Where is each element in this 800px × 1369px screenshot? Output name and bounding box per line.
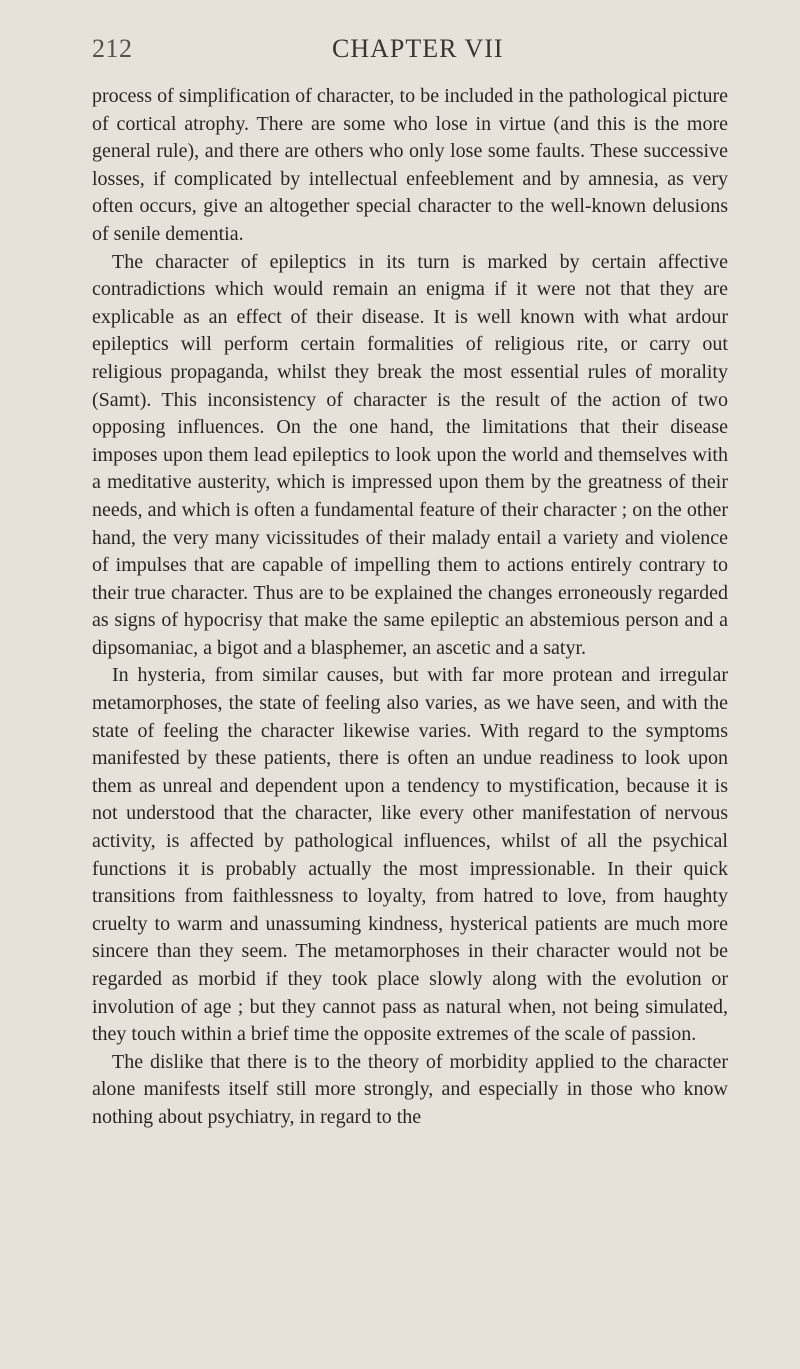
paragraph-dislike: The dislike that there is to the theory of morbidity applied to the character alone manifests itself still more strongly, and especially in those who know nothing about psychiatry, in regard to the bbox=[92, 1050, 728, 1128]
paragraph-hysteria: In hysteria, from similar causes, but with far more protean and irregular metamorphoses, the state of feeling also varies, as we have seen, and with the state of feeling the character likewise varies. With regard to the symptoms manifested by these patients, there is often an undue readiness to look upon them as unreal and dependent upon a tendency to mystification, because it is not understood that the character, like every other manifestation of nervous activity, is affected by pathological influences, whilst of all the psychical functions it is probably actually the most impressionable. In their quick transitions from faithlessness to loyalty, from hatred to love, from haughty cruelty to warm and unassuming kindness, hysterical patients are much more sincere than they seem. The metamorphoses in their character would not be regarded as morbid if they took place slowly along with the evolution or involution of age ; but they cannot pass as natural when, not being simulated, they touch within a brief time the opposite extremes of the scale of passion. bbox=[92, 664, 728, 1046]
paragraph-continued: process of simplification of character, to be included in the pathological picture of cortical atrophy. There are some who lose in virtue (and this is the more general rule), and there are others who only lose some faults. These successive losses, if complicated by intellectual enfeeblement and by amnesia, as very often occurs, give an altogether special character to the well-known delusions of senile dementia. bbox=[92, 85, 728, 245]
body-text bbox=[92, 83, 728, 1132]
page-header bbox=[92, 34, 732, 74]
running-head: CHAPTER VII bbox=[332, 34, 504, 63]
paragraph-epileptics: The character of epileptics in its turn is marked by certain affective contradictions which would remain an enigma if it were not that they are explicable as an effect of their disease. It is well known with what ardour epileptics will perform certain formalities of religious rite, or carry out religious propaganda, whilst they break the most essential rules of morality (Samt). This inconsistency of character is the result of the action of two opposing influences. On the one hand, the limitations that their disease imposes upon them lead epileptics to look upon the world and themselves with a meditative austerity, which is impressed upon them by the greatness of their needs, and which is often a fundamental feature of their character ; on the other hand, the very many vicissitudes of their malady entail a variety and violence of impulses that are capable of impelling them to actions entirely contrary to their true character. Thus are to be explained the changes erroneously regarded as signs of hypocrisy that make the same epileptic an abstemious person and a dipsomaniac, a bigot and a blasphemer, an ascetic and a satyr. bbox=[92, 250, 728, 659]
page-number: 212 bbox=[92, 34, 133, 63]
